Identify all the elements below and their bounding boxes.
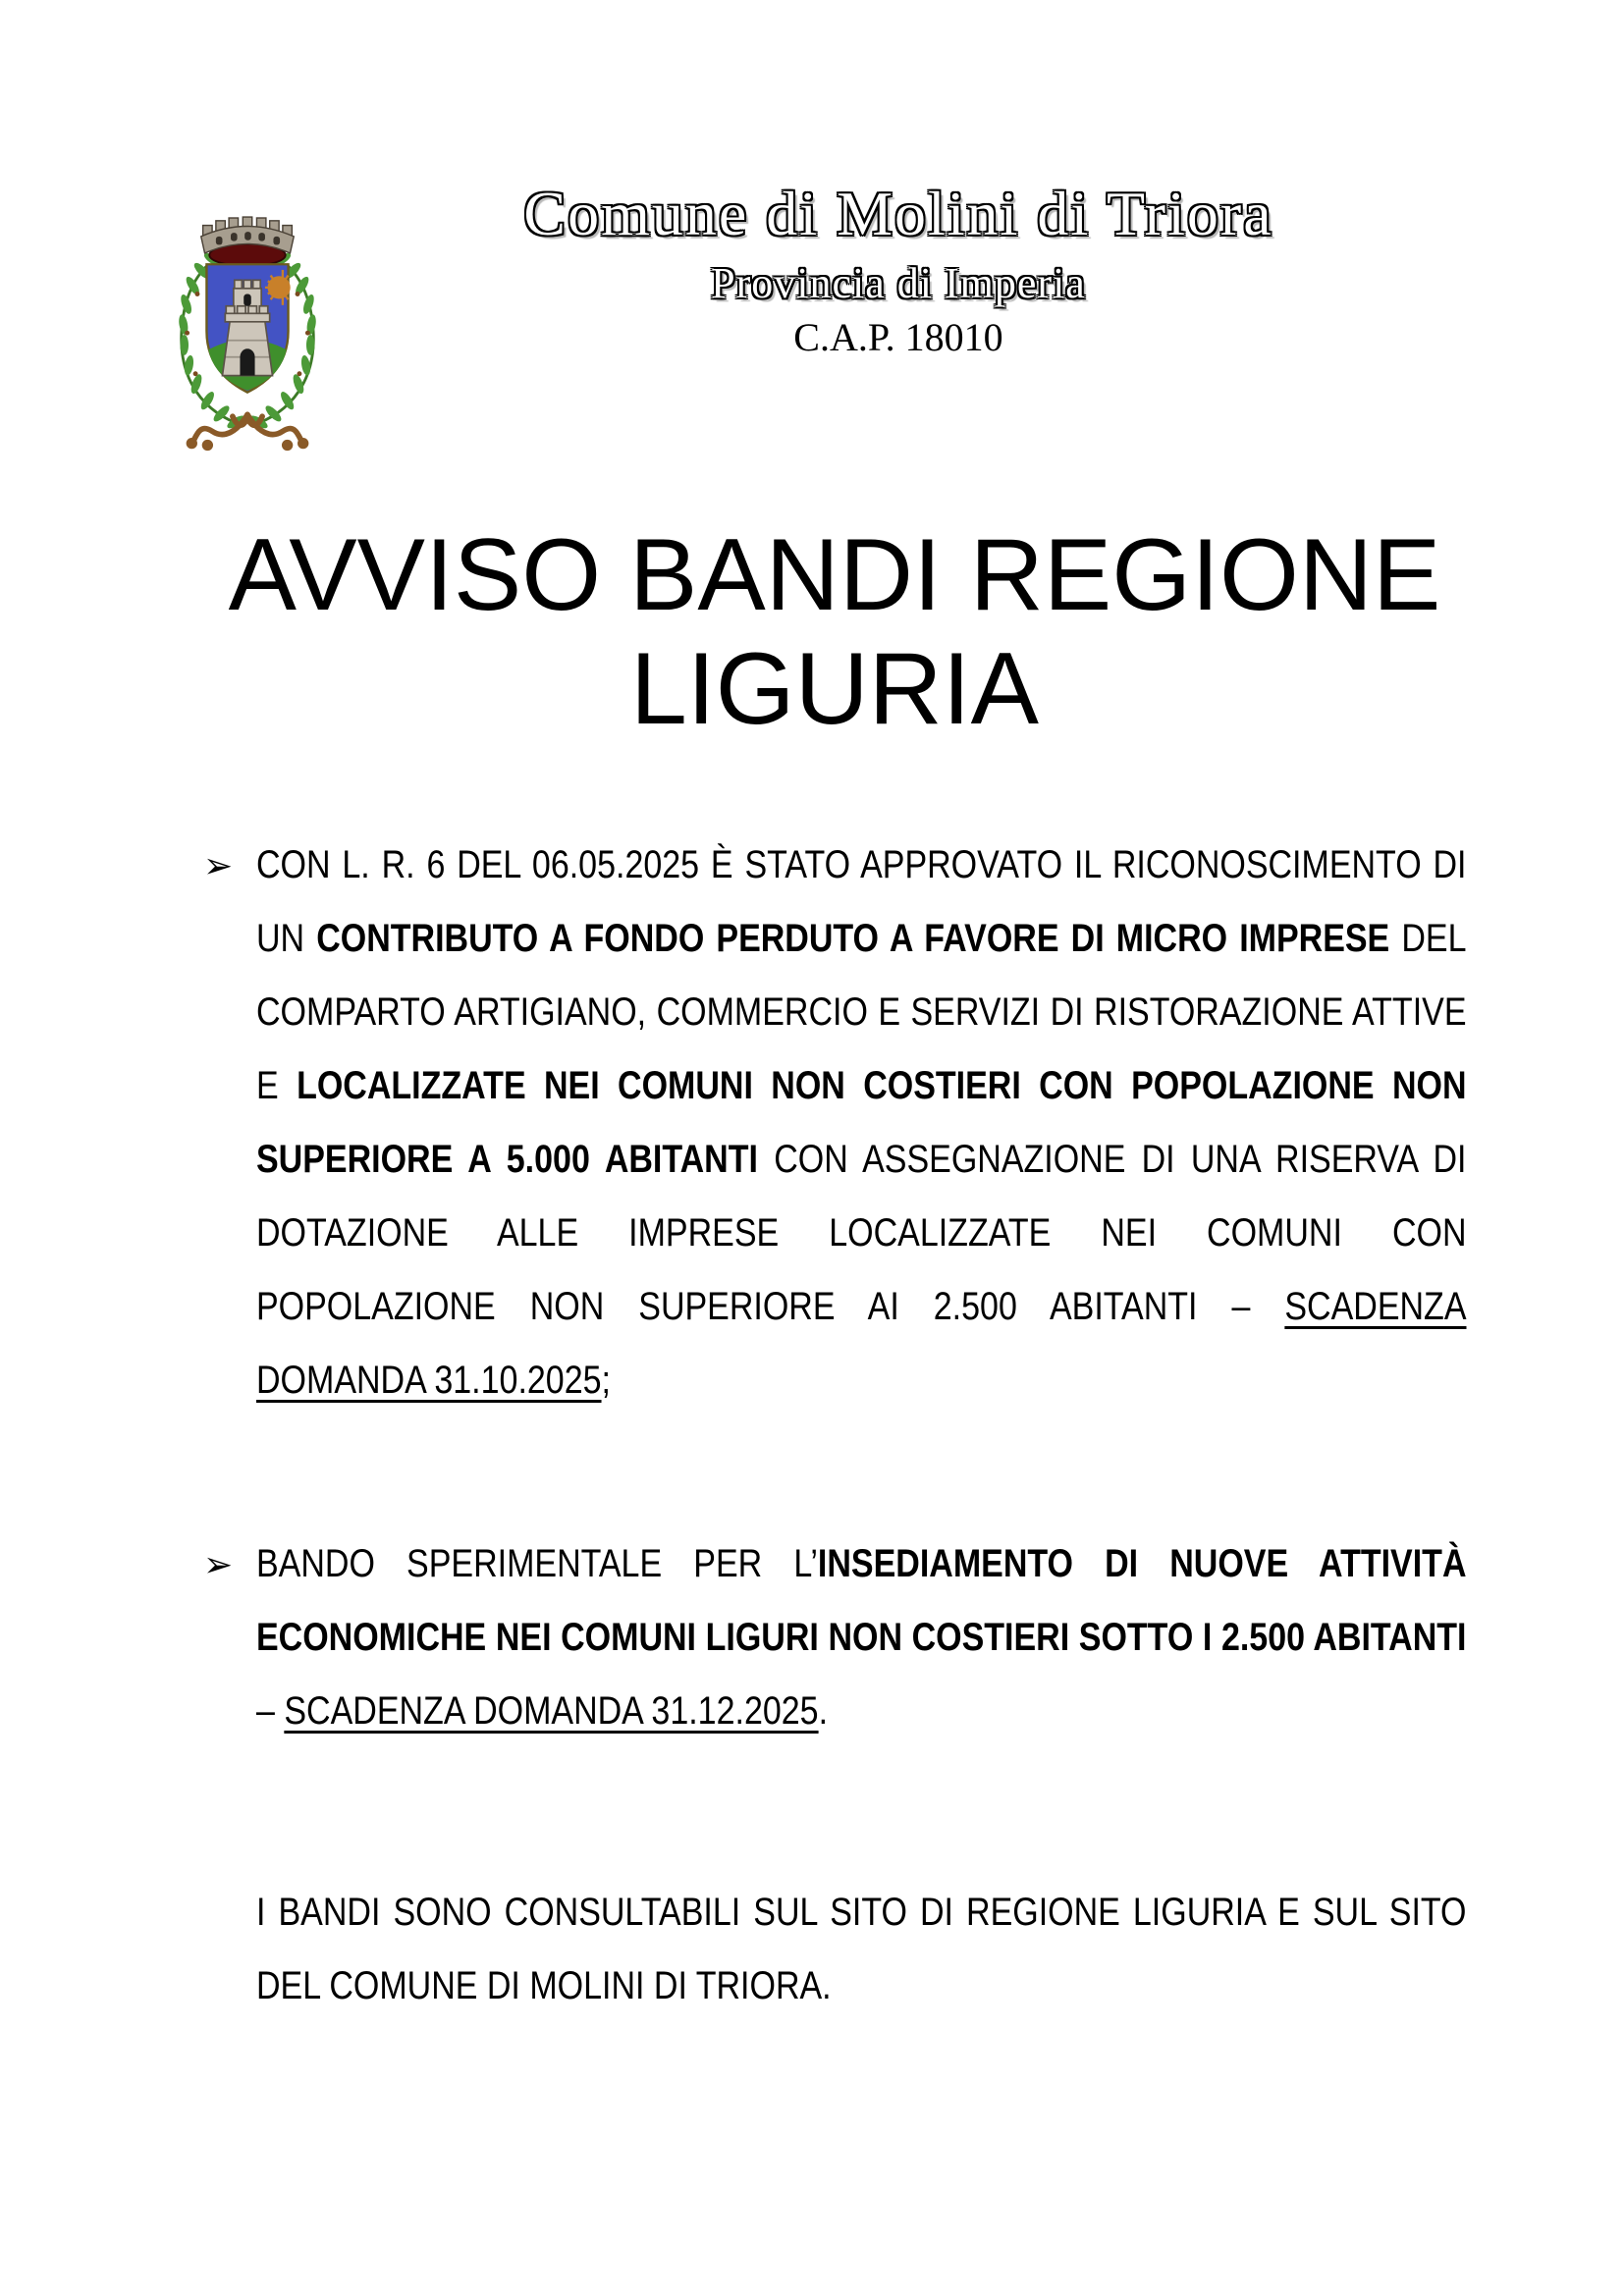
postal-code: C.A.P. 18010 [793, 315, 1003, 359]
arrow-bullet-icon: ➢ [203, 1544, 234, 1584]
text-run: DEL COMPARTO ARTIGIANO, COMMERCIO E SERVIZI DI RISTORAZIONE ATTIVE E [256, 917, 1467, 1107]
text-run: – [256, 1689, 285, 1733]
bullet-1-text [256, 828, 1467, 1417]
closing-paragraph [203, 1876, 1466, 2023]
text-run-bold: CONTRIBUTO A FONDO PERDUTO A FAVORE DI MICRO IMPRESE [316, 917, 1390, 960]
bullet-item-1 [203, 828, 1466, 1417]
text-run: BANDO SPERIMENTALE PER L’ [256, 1542, 818, 1585]
text-run-bold: LOCALIZZATE NEI COMUNI NON COSTIERI CON POPOLAZIONE NON SUPERIORE A 5.000 ABITANTI [256, 1064, 1467, 1181]
arrow-bullet-icon: ➢ [203, 845, 234, 885]
bullet-item-2 [203, 1527, 1466, 1748]
province-name: Provincia di Imperia [711, 259, 1086, 307]
deadline-1: SCADENZA DOMANDA 31.10.2025 [256, 1285, 1467, 1402]
deadline-2: SCADENZA DOMANDA 31.12.2025 [284, 1689, 819, 1733]
text-run: CON L. R. 6 DEL 06.05.2025 È STATO APPROVATO IL RICONOSCIMENTO DI UN [256, 843, 1467, 960]
text-run: CON ASSEGNAZIONE DI UNA RISERVA DI DOTAZIONE ALLE IMPRESE LOCALIZZATE NEI COMUNI CON POPOLAZIONE NON SUPERIORE AI 2.500 ABITANTI – [256, 1138, 1467, 1328]
notice-body [203, 518, 1466, 2023]
text-run-bold: INSEDIAMENTO DI NUOVE ATTIVITÀ ECONOMICHE NEI COMUNI LIGURI NON COSTIERI SOTTO I 2.500 ABITANTI [256, 1542, 1467, 1659]
closing-text: I BANDI SONO CONSULTABILI SUL SITO DI REGIONE LIGURIA E SUL SITO DEL COMUNE DI MOLINI DI TRIORA. [256, 1891, 1467, 2007]
coat-of-arms-icon [153, 185, 342, 454]
page-title: AVVISO BANDI REGIONE LIGURIA [228, 518, 1441, 746]
shield [206, 264, 289, 392]
bullet-2-text [256, 1527, 1467, 1748]
mural-crown [201, 217, 294, 266]
text-run: . [818, 1689, 829, 1733]
text-run: ; [601, 1359, 611, 1402]
ribbon [188, 414, 308, 450]
municipality-name: Comune di Molini di Triora [523, 179, 1273, 248]
letterhead [344, 179, 1453, 361]
